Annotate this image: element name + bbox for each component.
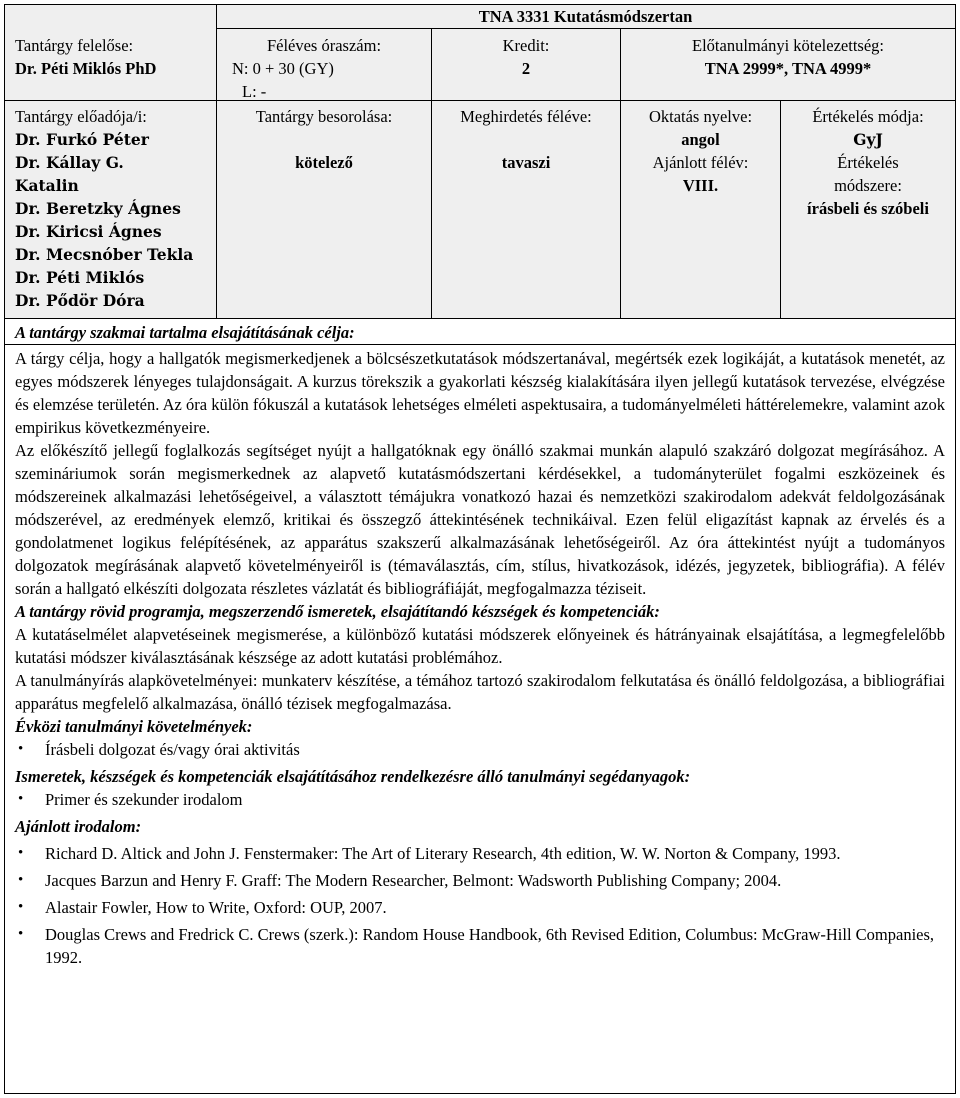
hours-value: N: 0 + 30 (GY) (232, 59, 334, 78)
credit-value: 2 (521, 59, 531, 78)
materials-heading: Ismeretek, készségek és kompetenciák elsajátításához rendelkezésre álló tanulmányi segédanyagok: (15, 767, 691, 786)
eval-mode-label: Értékelés módja: (812, 107, 924, 126)
lecturer-name: Dr. Beretzky Ágnes (15, 199, 181, 218)
program-paragraph: A kutatáselmélet alapvetéseinek megismerése, a különböző kutatási módszerek előnyeinek és hátrányainak elsajátítása, a legmegfelelőbb kutatási módszer kiválasztásának készsége az adott kutatási problémához. (15, 625, 945, 667)
lecturer-name: Dr. Péti Miklós (15, 268, 145, 287)
program-paragraph: A tanulmányírás alapkövetelményei: munkaterv készítése, a témához tartozó szakirodalom felkutatása és önálló feldolgozása, a bibliográfiai apparátus megfelelő alkalmazása, önálló tézisek megfogalmazása. (15, 671, 945, 713)
lecturer-name: Katalin (15, 176, 79, 195)
prereq-value: TNA 2999*, TNA 4999* (704, 59, 872, 78)
reading-item: • Richard D. Altick and John J. Fenstermaker: The Art of Literary Research, 4th edition, W. W. Norton & Company, 1993. (5, 842, 955, 865)
credit-label: Kredit: (502, 36, 550, 55)
goal-paragraph: Az előkészítő jellegű foglalkozás segítséget nyújt a hallgatóknak egy önálló szakmai munkán alapuló szakzáró dolgozat megírásához. A szemináriumok során megismerkednek az alapvető kutatásmódszertani kérdésekkel, a tudományterület fogalmi eszközeinek és módszereinek alkalmazási lehetőségeivel, a választott témájukra vonatkozó hazai és nemzetközi szakirodalom adekvát feldolgozásának módszerével, az eredmények elemző, kritikai és összegző áttekintésének technikáival. Ezen felül eligazítást kapnak az érvelés és a gondolatmenet logikus felépítésének, az apparátus szakszerű alkalmazásának lehetőségeiről. Az óra áttekintést nyújt a tudományos dolgozatok megírásának alapvető követelményeiről is (témaválasztás, cím, stílus, hivatkozások, idézés, jegyzetek, bibliográfia). A félév során a hallgató elkészíti dolgozata részletes vázlatát és bibliográfiáját, megfogalmazza téziseit. (15, 441, 945, 598)
course-header-table (5, 5, 955, 319)
semester-label: Meghirdetés féléve: (460, 107, 592, 126)
eval-method-value: írásbeli és szóbeli (807, 199, 929, 218)
reading-heading: Ajánlott irodalom: (15, 817, 142, 836)
lecturers-label: Tantárgy előadója/i: (15, 107, 147, 126)
requirements-heading: Évközi tanulmányi követelmények: (15, 717, 253, 736)
classification-label: Tantárgy besorolása: (255, 107, 393, 126)
reading-item: • Alastair Fowler, How to Write, Oxford: OUP, 2007. (5, 896, 955, 919)
responsible-label: Tantárgy felelőse: (15, 36, 134, 55)
eval-method-label: módszere: (834, 176, 902, 195)
hours-label: Féléves óraszám: (266, 36, 382, 55)
course-description (5, 319, 955, 973)
semester-value: tavaszi (501, 153, 551, 172)
lecturer-name: Dr. Pődör Dóra (15, 291, 145, 310)
responsible-name: Dr. Péti Miklós PhD (15, 59, 157, 78)
reading-item: • Douglas Crews and Fredrick C. Crews (szerk.): Random House Handbook, 6th Revised Edition, Columbus: McGraw-Hill Companies, 1992. (5, 923, 955, 969)
lecturer-name: Dr. Kállay G. (15, 153, 124, 172)
classification-value: kötelező (295, 153, 353, 172)
goal-paragraph: A tárgy célja, hogy a hallgatók megismerkedjenek a bölcsészetkutatások módszertanával, megértsék ezek logikáját, a kutatások menetét, az egyes módszerek lényeges tulajdonságait. A kurzus törekszik a gyakorlati készség kialakítására ilyen jellegű kutatások tervezése, elvégzése és elemzése területén. Az óra külön fókuszál a kutatások lehetséges elméleti aspektusaira, a tudományelméleti háttérelemekre, valamint azok empirikus következményeire. (15, 349, 945, 437)
reading-item: • Jacques Barzun and Henry F. Graff: The Modern Researcher, Belmont: Wadsworth Publishing Company; 2004. (5, 869, 955, 892)
recommended-semester-label: Ajánlott félév: (652, 153, 749, 172)
list-item: • Primer és szekunder irodalom (5, 788, 955, 811)
program-heading: A tantárgy rövid programja, megszerzendő ismeretek, elsajátítandó készségek és kompetenciák: (15, 602, 660, 621)
lecturer-name: Dr. Mecsnóber Tekla (15, 245, 194, 264)
reading-list (5, 842, 955, 969)
lecturer-name: Dr. Kiricsi Ágnes (15, 222, 162, 241)
materials-list (5, 788, 955, 811)
row-divider-left (5, 100, 216, 101)
eval-method-label: Értékelés (837, 153, 899, 172)
requirements-list (5, 738, 955, 761)
goal-divider (5, 344, 955, 345)
goal-heading: A tantárgy szakmai tartalma elsajátításának célja: (15, 323, 355, 342)
hours-l-value: L: - (242, 82, 267, 101)
title-divider (216, 28, 955, 29)
language-value: angol (681, 130, 720, 149)
recommended-semester-value: VIII. (682, 176, 719, 195)
language-label: Oktatás nyelve: (648, 107, 753, 126)
lecturer-name: Dr. Furkó Péter (15, 130, 149, 149)
list-item: • Írásbeli dolgozat és/vagy órai aktivitás (5, 738, 955, 761)
eval-mode-value: GyJ (853, 130, 883, 149)
prereq-label: Előtanulmányi kötelezettség: (692, 36, 884, 55)
course-title: TNA 3331 Kutatásmódszertan (478, 7, 693, 26)
course-datasheet (4, 4, 956, 1094)
